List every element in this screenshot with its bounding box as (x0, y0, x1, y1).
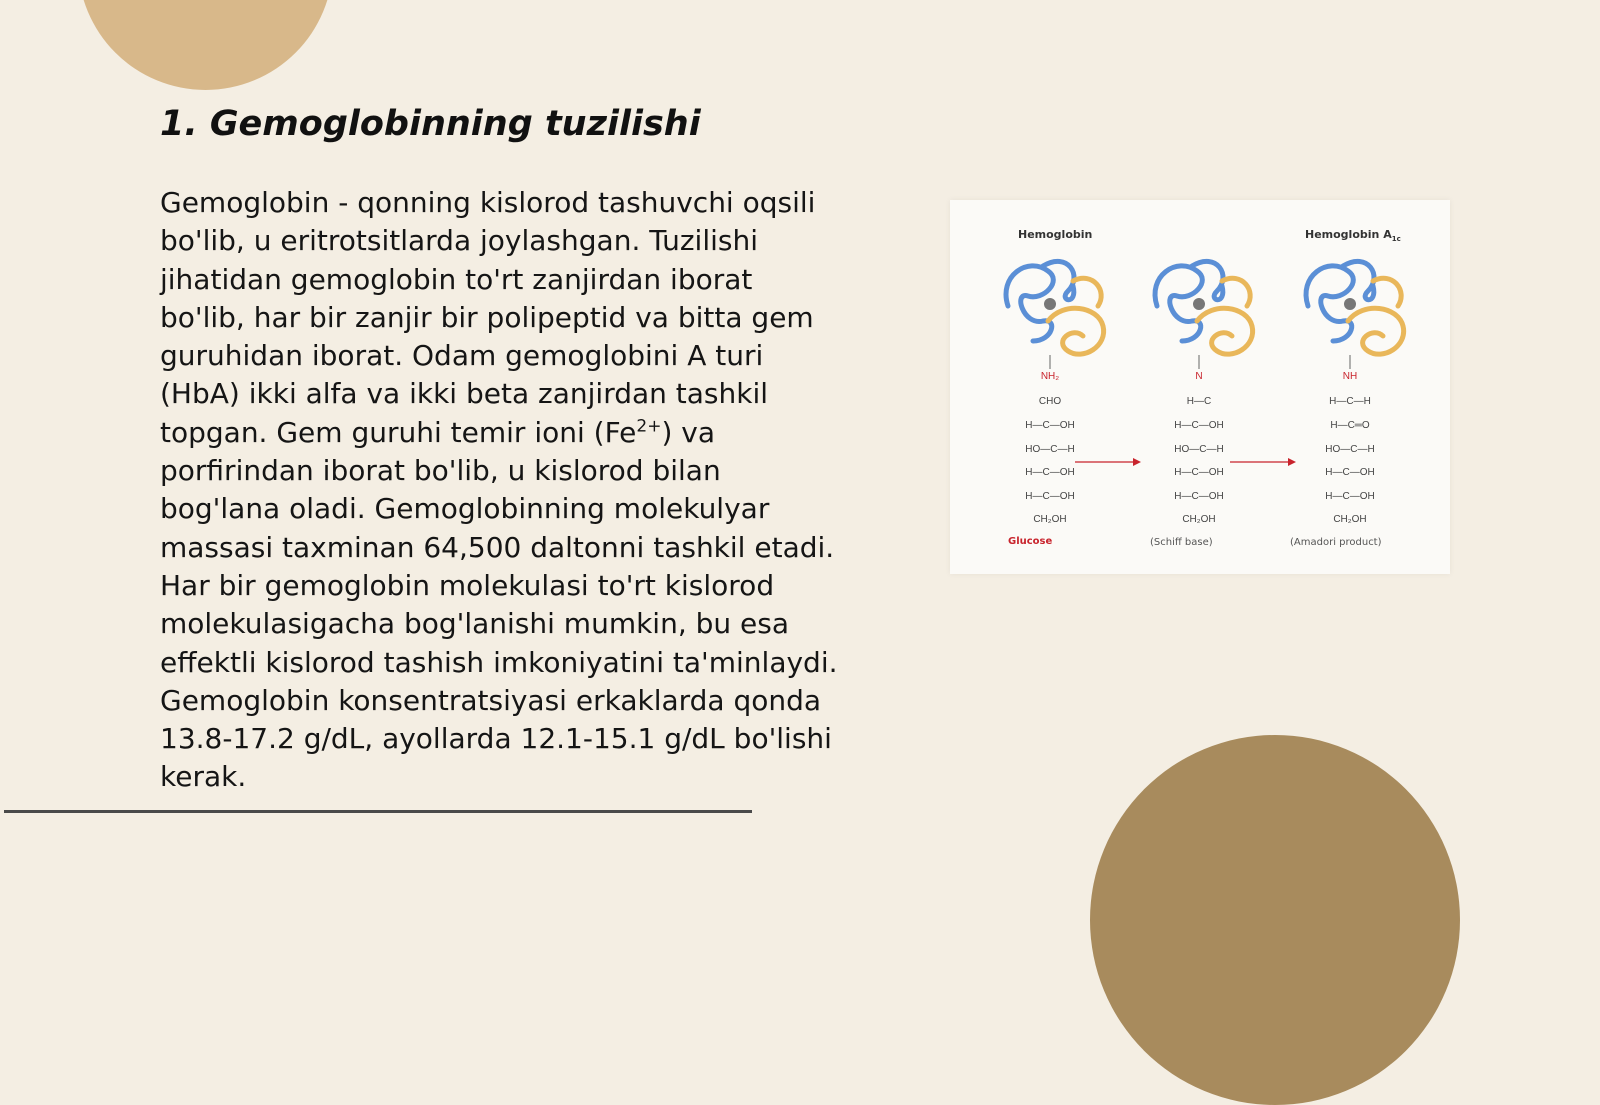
figure-label-hemoglobin-a1c-main: Hemoglobin A (1305, 228, 1392, 241)
structure-row: H—C—H (1329, 396, 1371, 407)
reaction-arrow-icon (1073, 456, 1143, 468)
amadori-product-structure (1290, 355, 1410, 525)
structure-row: CH₂OH (1182, 514, 1216, 525)
structure-row: CHO (1038, 396, 1062, 407)
hemoglobin-a1c-protein-icon (1288, 246, 1418, 366)
structure-row: H—C—OH (1025, 420, 1075, 431)
structure-row: CH₂OH (1333, 514, 1367, 525)
structure-row: HO—C—H (1174, 444, 1224, 455)
figure-label-hemoglobin-a1c (1305, 228, 1401, 243)
structure-top-group: NH (1342, 371, 1358, 382)
horizontal-divider (4, 810, 752, 813)
caption-glucose: Glucose (1008, 536, 1053, 547)
slide-body-text (160, 184, 840, 797)
structure-row: H—C—OH (1325, 467, 1375, 478)
caption-amadori-product: (Amadori product) (1290, 537, 1382, 548)
structure-row: H—C—OH (1174, 491, 1224, 502)
figure-label-hemoglobin-a1c-sub: 1c (1391, 235, 1401, 244)
structure-row: H—C (1186, 396, 1212, 407)
structure-row: CH₂OH (1033, 514, 1067, 525)
structure-row: HO—C—H (1325, 444, 1375, 455)
structure-row: H—C—OH (1025, 491, 1075, 502)
body-text-part-1: Gemoglobin - qonning kislorod tashuvchi oqsili bo'lib, u eritrotsitlarda joylashgan. Tuzilishi jihatidan gemoglobin to'rt zanjirdan iborat bo'lib, har bir zanjir bir polipeptid va bitta gem guruhidan iborat. Odam gemoglobini A turi (HbA) ikki alfa va ikki beta zanjirdan tashkil topgan. Gem guruhi temir ioni (Fe (160, 186, 816, 449)
figure-label-hemoglobin: Hemoglobin (1018, 228, 1093, 241)
structure-row: H—C—OH (1025, 467, 1075, 478)
hemoglobin-protein-icon (988, 246, 1118, 366)
hemoglobin-glycation-figure (950, 200, 1450, 574)
decorative-circle-bottom (1090, 735, 1460, 1105)
decorative-circle-top (78, 0, 333, 90)
hemoglobin-protein-icon (1137, 246, 1267, 366)
reaction-arrow-icon (1228, 456, 1298, 468)
structure-row: H—C—OH (1174, 467, 1224, 478)
structure-row: H—C═O (1330, 420, 1370, 431)
caption-schiff-base: (Schiff base) (1150, 537, 1213, 548)
body-text-part-2: ) va porfirindan iborat bo'lib, u kislorod bilan bog'lana oladi. Gemoglobinning molekulyar massasi taxminan 64,500 daltonni tashkil etadi. Har bir gemoglobin molekulasi to'rt kislorod molekulasigacha bog'lanishi mumkin, bu esa effektli kislorod tashish imkoniyatini ta'minlaydi. Gemoglobin konsentratsiyasi erkaklarda qonda 13.8-17.2 g/dL, ayollarda 12.1-15.1 g/dL bo'lishi kerak. (160, 415, 838, 794)
schiff-base-structure (1139, 355, 1259, 525)
structure-top-group: NH₂ (1040, 371, 1060, 382)
glucose-structure (990, 355, 1110, 525)
structure-row: HO—C—H (1025, 444, 1075, 455)
slide-title: 1. Gemoglobinning tuzilishi (160, 104, 701, 144)
structure-top-group: N (1195, 371, 1203, 382)
structure-row: H—C—OH (1325, 491, 1375, 502)
structure-row: H—C—OH (1174, 420, 1224, 431)
iron-charge-superscript: 2+ (636, 416, 662, 437)
